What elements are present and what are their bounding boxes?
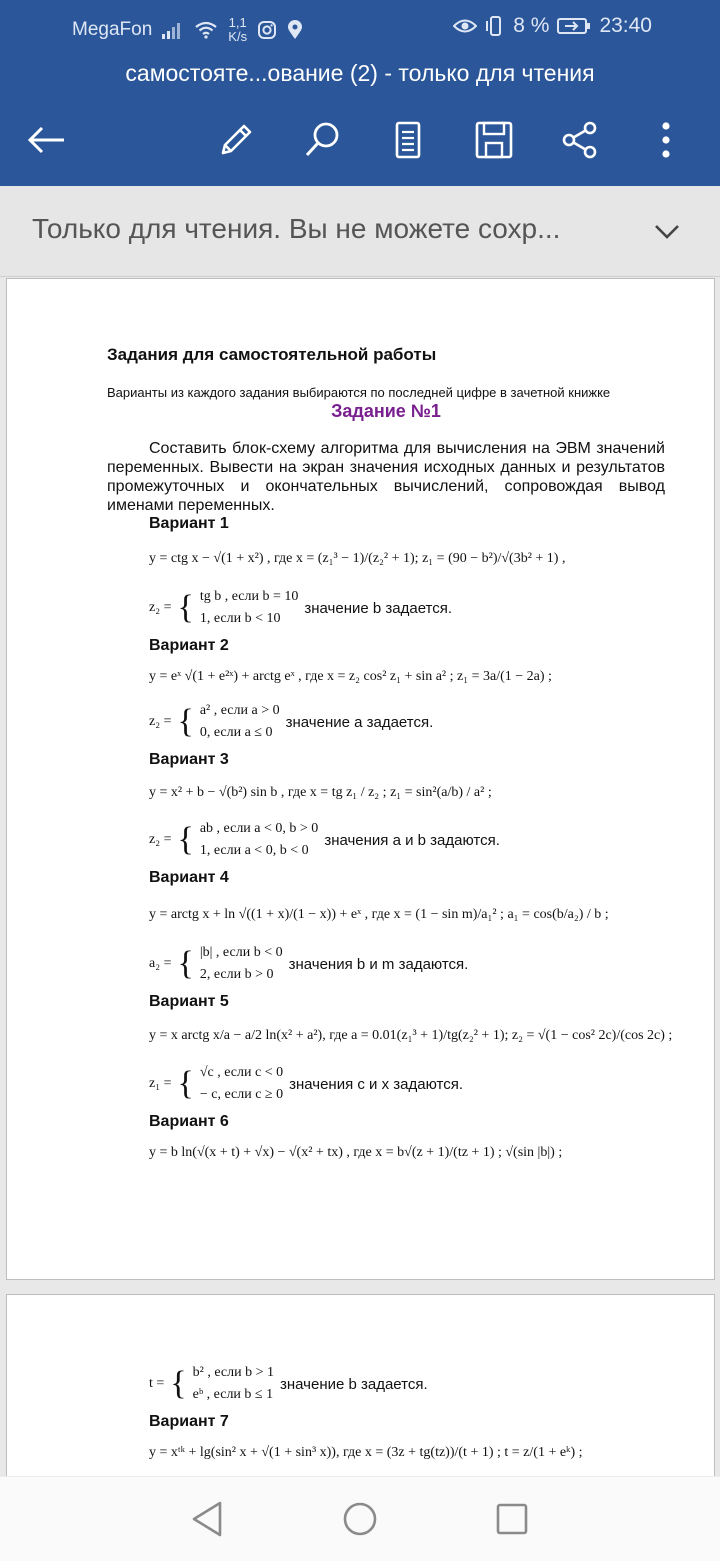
given-note: значения b и m задаются. bbox=[288, 955, 469, 973]
vibrate-icon bbox=[485, 15, 505, 37]
page-content bbox=[107, 1361, 665, 1471]
instagram-icon bbox=[257, 20, 277, 40]
reader-view-button[interactable] bbox=[380, 112, 436, 168]
location-icon bbox=[287, 20, 303, 40]
share-icon bbox=[561, 120, 599, 160]
pencil-icon bbox=[217, 121, 255, 159]
recents-square-icon[interactable] bbox=[490, 1499, 534, 1539]
piecewise-definition: z₂ = { ab , если a < 0, b > 0 1, если a < 0, b < 0 значения a и b задаются. bbox=[149, 821, 500, 858]
variant-formula: y = eˣ √(1 + e²ˣ) + arctg eˣ , где x = z₂ cos² z₁ + sin a² ; z₁ = 3a/(1 − 2a) ; bbox=[149, 669, 552, 684]
given-note: значения c и x задаются. bbox=[289, 1075, 463, 1093]
save-icon bbox=[475, 121, 513, 159]
battery-percent: 8 % bbox=[513, 14, 550, 37]
more-vert-icon bbox=[661, 122, 671, 158]
eye-icon bbox=[453, 17, 477, 35]
piecewise-definition: a₂ = { |b| , если b < 0 2, если b > 0 значения b и m задаются. bbox=[149, 945, 469, 982]
variant-formula: y = b ln(√(x + t) + √x) − √(x² + tx) , где x = b√(z + 1)/(tz + 1) ; √(sin |b|) ; bbox=[149, 1145, 563, 1160]
piecewise-definition: z₂ = { tg b , если b = 10 1, если b < 10 значение b задается. bbox=[149, 589, 453, 626]
status-bar bbox=[0, 0, 720, 56]
back-triangle-icon[interactable] bbox=[186, 1499, 230, 1539]
piecewise-definition: z₁ = { √c , если c < 0 − c, если c ≥ 0 значения c и x задаются. bbox=[149, 1065, 463, 1102]
save-button[interactable] bbox=[466, 112, 522, 168]
search-icon bbox=[302, 120, 342, 160]
variant-title: Вариант 6 bbox=[149, 1113, 229, 1130]
battery-icon bbox=[557, 17, 591, 35]
back-button[interactable] bbox=[18, 112, 74, 168]
chevron-down-icon[interactable] bbox=[650, 214, 684, 248]
variant-formula: y = x² + b − √(b²) sin b , где x = tg z₁ / z₂ ; z₁ = sin²(a/b) / a² ; bbox=[149, 785, 492, 800]
clock: 23:40 bbox=[599, 14, 652, 37]
navigation-bar bbox=[0, 1476, 720, 1561]
brace: { bbox=[177, 589, 194, 626]
variant-note: Варианты из каждого задания выбираются по последней цифре в зачетной книжке bbox=[107, 385, 611, 400]
variant-title: Вариант 3 bbox=[149, 751, 229, 768]
app-bar bbox=[0, 0, 720, 186]
variant-title: Вариант 7 bbox=[149, 1413, 229, 1430]
variant-formula: y = x arctg x/a − a/2 ln(x² + a²), где a = 0.01(z₁³ + 1)/tg(z₂² + 1); z₂ = √(1 − cos² 2c)/(cos 2c) ; bbox=[149, 1028, 673, 1043]
given-note: значения a и b задаются. bbox=[324, 831, 500, 849]
document-page-1 bbox=[6, 278, 715, 1280]
task-intro: Составить блок-схему алгоритма для вычисления на ЭВМ значений переменных. Вывести на экран значения исходных данных и результатов промежуточных и окончательных вычислений, сопровождая вывод именами переменных. bbox=[107, 440, 665, 514]
read-only-banner bbox=[0, 186, 720, 277]
carrier-name: MegaFon bbox=[72, 19, 153, 40]
home-circle-icon[interactable] bbox=[338, 1499, 382, 1539]
piecewise-definition: z₂ = { a² , если a > 0 0, если a ≤ 0 значение a задается. bbox=[149, 703, 434, 740]
variant-title: Вариант 1 bbox=[149, 515, 229, 532]
variant-title: Вариант 2 bbox=[149, 637, 229, 654]
document-heading: Задания для самостоятельной работы bbox=[107, 345, 437, 364]
signal-icon bbox=[162, 21, 184, 39]
variant-title: Вариант 4 bbox=[149, 869, 229, 886]
variant-formula: y = xᵗᵏ + lg(sin² x + √(1 + sin³ x)), где x = (3z + tg(tz))/(t + 1) ; t = z/(1 + eᵏ) ; bbox=[149, 1445, 583, 1460]
read-only-message: Только для чтения. Вы не можете сохр... bbox=[32, 213, 561, 244]
wifi-icon bbox=[194, 21, 218, 39]
page-content bbox=[107, 345, 673, 1171]
reader-view-icon bbox=[394, 121, 422, 159]
piecewise-definition: t = { b² , если b > 1 eᵇ , если b ≤ 1 значение b задается. bbox=[149, 1365, 428, 1402]
document-page-2 bbox=[6, 1294, 715, 1496]
variant-formula bbox=[149, 539, 665, 579]
toolbar bbox=[0, 112, 720, 168]
given-note: значение b задается. bbox=[304, 599, 453, 617]
more-button[interactable] bbox=[638, 112, 694, 168]
given-note: значение a задается. bbox=[285, 713, 434, 731]
variant-formula: y = arctg x + ln √((1 + x)/(1 − x)) + eˣ , где x = (1 − sin m)/a₁² ; a₁ = cos(b/a₂) / b ; bbox=[149, 907, 609, 922]
search-button[interactable] bbox=[294, 112, 350, 168]
task-title: Задание №1 bbox=[331, 401, 441, 421]
document-title: самостояте...ование (2) - только для чтения bbox=[125, 60, 595, 86]
net-speed: 1,1 K/s bbox=[228, 15, 248, 44]
edit-button[interactable] bbox=[208, 112, 264, 168]
share-button[interactable] bbox=[552, 112, 608, 168]
given-note: значение b задается. bbox=[279, 1375, 428, 1393]
variant-title: Вариант 5 bbox=[149, 993, 229, 1010]
formula-text: y = ctg x − √(1 + x²) , где x = (z₁³ − 1)/(z₂² + 1); z₁ = (90 − b²)/√(3b² + 1) , bbox=[149, 551, 566, 566]
arrow-left-icon bbox=[26, 125, 66, 155]
